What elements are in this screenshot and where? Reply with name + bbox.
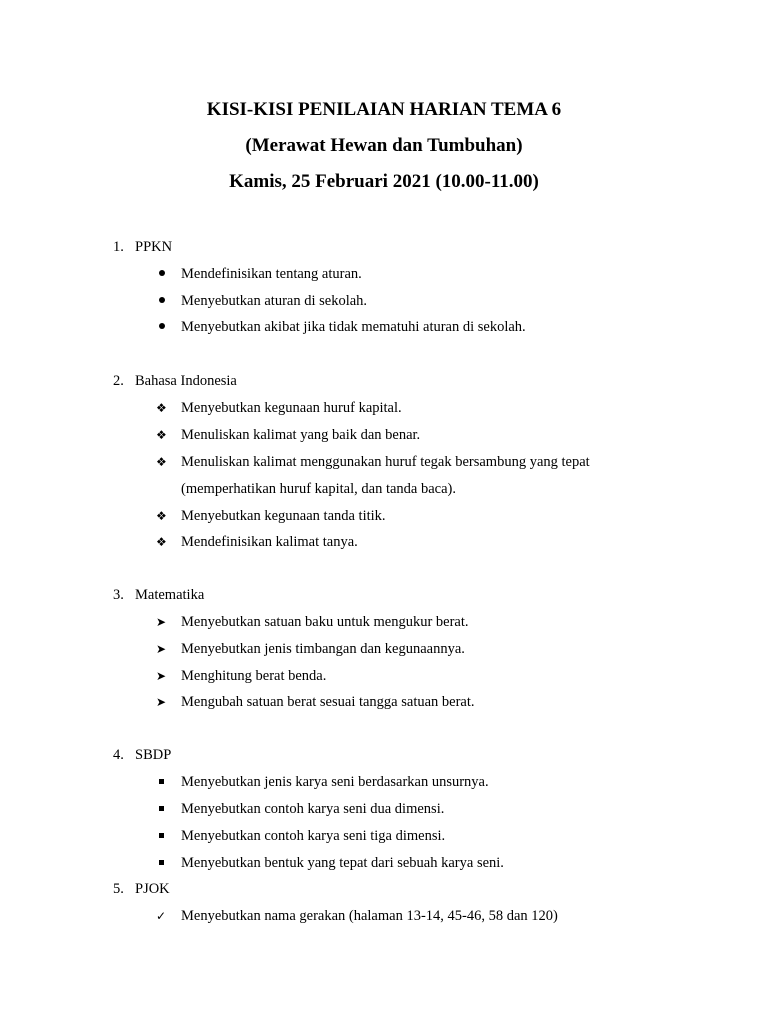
section-number: 1. [113,239,124,255]
diamond-icon: ❖ [156,428,167,442]
diamond-icon: ❖ [156,509,167,523]
diamond-icon: ❖ [156,535,167,549]
page-title: KISI-KISI PENILAIAN HARIAN TEMA 6 [206,99,562,120]
document-page: KISI-KISI PENILAIAN HARIAN TEMA 6 (Merawat Hewan dan Tumbuhan) Kamis, 25 Februari 2021 (10.00-11.00) 1. PPKN Mendefinisikan tentang aturan. Menyebutkan aturan di sekolah. Menyebutkan akibat jika tidak mematuhi aturan di sekolah. 2. Bahasa Indonesia ❖ Menyebutkan kegunaan huruf kapital. ❖ Menuliskan kalimat yang baik dan benar. ❖ Menuliskan kalimat menggunakan huruf tegak bersambung yang tepat (memperhatikan huruf kapital, dan tanda baca). ❖ Menyebutkan kegunaan tanda titik. ❖ Mendefinisikan kalimat tanya. 3. Matematika ➤ Menyebutkan satuan baku untuk mengukur berat. ➤ Menyebutkan jenis timbangan dan kegunaannya. ➤ Menghitung berat benda. ➤ Mengubah satuan berat sesuai tangga satuan berat. 4. SBDP Menyebutkan jenis karya seni berdasarkan unsurnya. Menyebutkan contoh karya seni dua dimensi. Menyebutkan contoh karya seni tiga dimensi. Menyebutkan bentuk yang tepat dari sebuah karya seni. 5. PJOK ✓ Menyebutkan nama gerakan (halaman 13-14, 45-46, 58 dan 120) [0,0,768,1024]
arrow-icon: ➤ [156,642,167,656]
date-line: Kamis, 25 Februari 2021 (10.00-11.00) [229,171,539,192]
section-number: 5. [113,881,124,897]
section-heading [113,237,172,257]
section-name: PJOK [135,881,170,897]
section-heading [113,879,170,899]
arrow-icon: ➤ [156,695,167,709]
diamond-icon: ❖ [156,401,167,415]
section-heading [113,585,204,605]
title-block [0,92,768,200]
section-heading [113,371,237,391]
section-name: PPKN [135,239,173,255]
page-subtitle: (Merawat Hewan dan Tumbuhan) [245,135,523,156]
check-icon: ✓ [156,909,167,923]
section-name: Matematika [135,587,205,603]
section-number: 2. [113,373,124,389]
arrow-icon: ➤ [156,615,167,629]
section-name: Bahasa Indonesia [135,373,237,389]
section-number: 4. [113,747,124,763]
arrow-icon: ➤ [156,669,167,683]
section-name: SBDP [135,747,172,763]
section-number: 3. [113,587,124,603]
section-heading [113,745,171,765]
diamond-icon: ❖ [156,455,167,469]
